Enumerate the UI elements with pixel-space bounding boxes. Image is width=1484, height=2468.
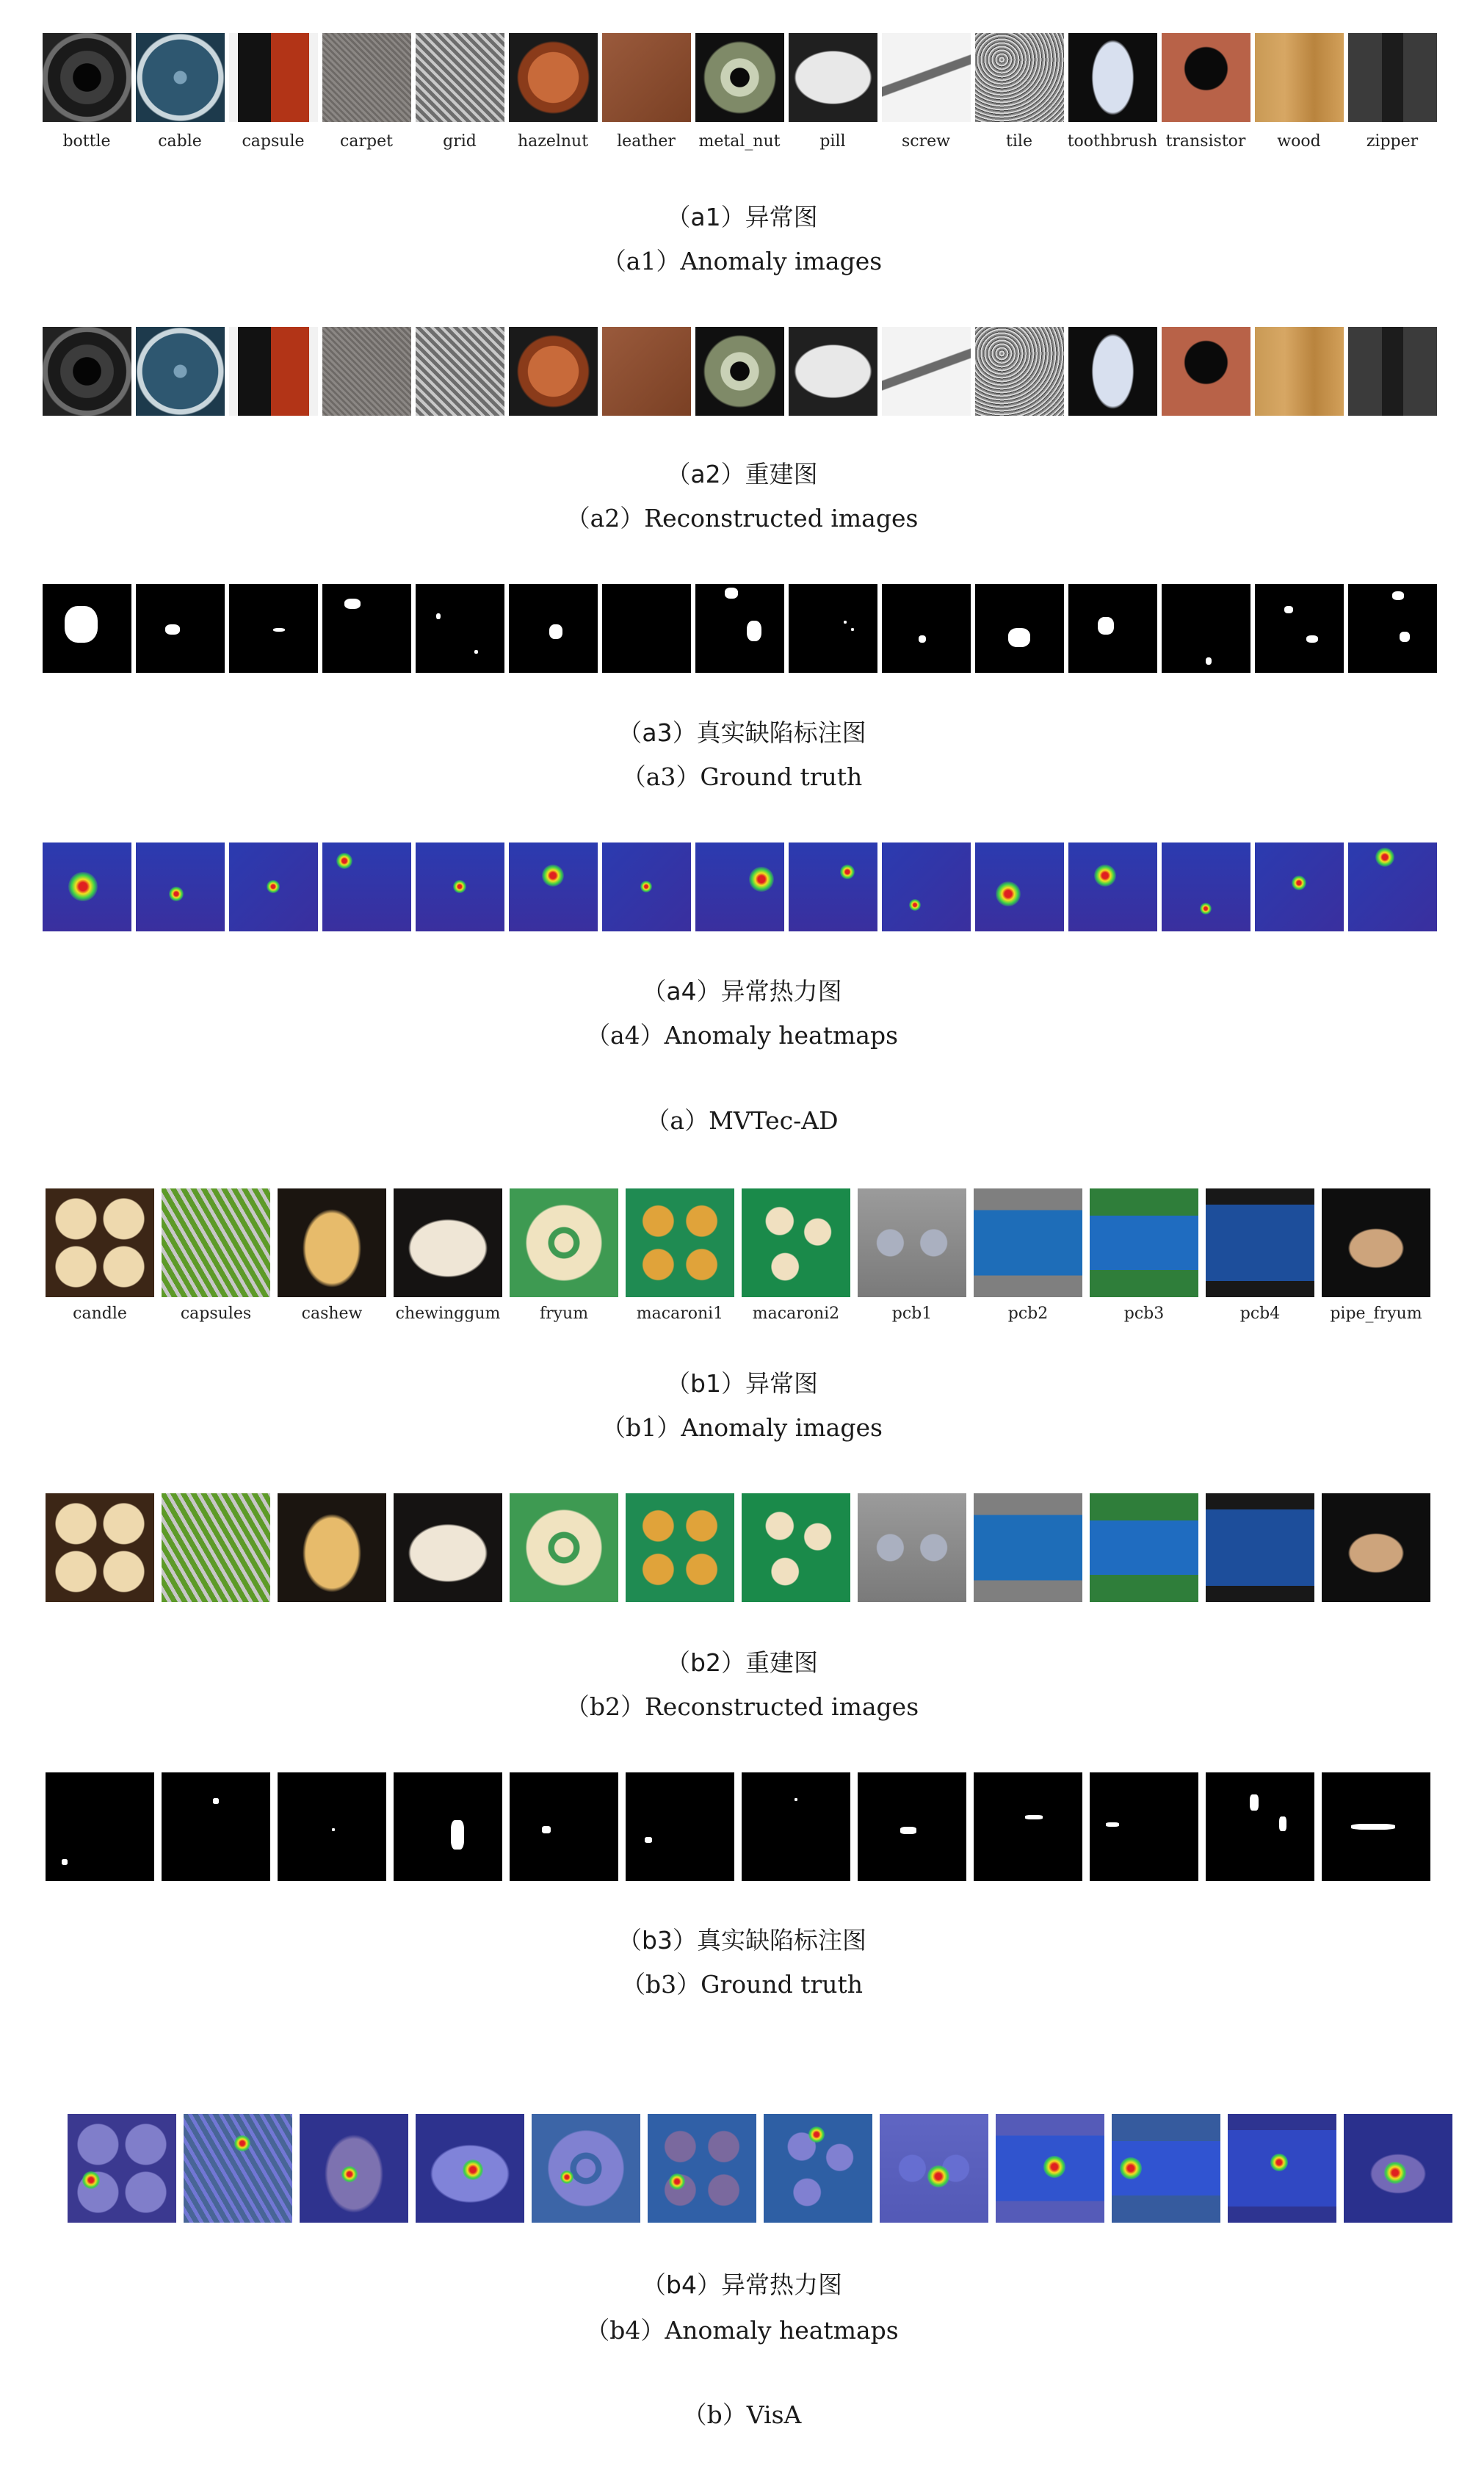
ground-truth-mask-grid (416, 584, 504, 673)
mask-region (919, 635, 926, 643)
ground-truth-mask-capsule (229, 584, 318, 673)
heatmap-pcb3 (1112, 2114, 1220, 2223)
mask-region (725, 588, 738, 599)
category-label-macaroni2: macaroni2 (752, 1305, 840, 1323)
heatmap-leather (602, 842, 691, 931)
category-label-grid: grid (443, 132, 477, 151)
category-label-chewinggum: chewinggum (395, 1305, 501, 1323)
mask-region (549, 624, 562, 639)
caption-b3-zh: （b3）真实缺陷标注图 (618, 1926, 866, 1955)
reconstructed-image-capsule (229, 327, 318, 416)
ground-truth-mask-toothbrush (1068, 584, 1157, 673)
anomaly-image-fryum (510, 1188, 618, 1297)
heatmap-macaroni2 (764, 2114, 872, 2223)
caption-a4-zh: （a4）异常热力图 (642, 977, 842, 1006)
ground-truth-mask-pipe_fryum (1322, 1772, 1430, 1881)
ground-truth-mask-hazelnut (509, 584, 598, 673)
reconstructed-image-leather (602, 327, 691, 416)
reconstructed-image-macaroni1 (626, 1493, 734, 1602)
caption-a2-en: （a2）Reconstructed images (565, 504, 919, 533)
mask-region (65, 606, 98, 643)
ground-truth-mask-chewinggum (394, 1772, 502, 1881)
heatmap-fryum (532, 2114, 640, 2223)
ground-truth-mask-candle (46, 1772, 154, 1881)
reconstructed-image-wood (1255, 327, 1344, 416)
heat-spot (749, 867, 774, 892)
mask-region (273, 628, 285, 632)
category-label-capsule: capsule (242, 132, 305, 151)
category-label-zipper: zipper (1366, 132, 1419, 151)
reconstructed-image-bottle (43, 327, 131, 416)
heatmap-pill (789, 842, 877, 931)
caption-b4-zh: （b4）异常热力图 (642, 2270, 842, 2299)
heat-spot (840, 865, 855, 879)
reconstructed-image-zipper (1348, 327, 1437, 416)
mask-region (900, 1827, 916, 1834)
mask-region (1351, 1824, 1395, 1830)
anomaly-image-chewinggum (394, 1188, 502, 1297)
reconstructed-image-macaroni2 (742, 1493, 850, 1602)
caption-a: （a）MVTec-AD (645, 1106, 839, 1135)
ground-truth-mask-pcb1 (858, 1772, 966, 1881)
reconstructed-image-capsules (162, 1493, 270, 1602)
anomaly-image-cashew (278, 1188, 386, 1297)
mask-region (344, 599, 361, 609)
category-label-transistor: transistor (1165, 132, 1246, 151)
category-label-candle: candle (73, 1305, 127, 1323)
visa-heatmap-strip (0, 2114, 1484, 2209)
anomaly-image-carpet (322, 33, 411, 122)
heatmap-hazelnut (509, 842, 598, 931)
anomaly-image-toothbrush (1068, 33, 1157, 122)
anomaly-image-macaroni1 (626, 1188, 734, 1297)
reconstructed-image-cable (136, 327, 225, 416)
reconstructed-image-candle (46, 1493, 154, 1602)
category-label-carpet: carpet (340, 132, 393, 151)
ground-truth-mask-macaroni1 (626, 1772, 734, 1881)
reconstructed-image-metal_nut (695, 327, 784, 416)
ground-truth-mask-pcb2 (974, 1772, 1082, 1881)
mask-region (1098, 617, 1114, 635)
ground-truth-mask-zipper (1348, 584, 1437, 673)
heat-spot (463, 2160, 483, 2180)
anomaly-image-grid (416, 33, 504, 122)
heat-overlay (532, 2114, 640, 2223)
anomaly-image-capsule (229, 33, 318, 122)
ground-truth-mask-metal_nut (695, 584, 784, 673)
mask-region (1106, 1822, 1119, 1827)
category-label-capsules: capsules (180, 1305, 252, 1323)
mask-region (747, 621, 761, 641)
reconstructed-image-pcb3 (1090, 1493, 1198, 1602)
reconstructed-image-toothbrush (1068, 327, 1157, 416)
reconstructed-image-pcb1 (858, 1493, 966, 1602)
caption-b1-zh: （b1）异常图 (666, 1369, 818, 1398)
heat-spot (68, 872, 98, 901)
mask-region (165, 624, 180, 635)
category-label-bottle: bottle (62, 132, 111, 151)
anomaly-image-pill (789, 33, 877, 122)
heatmap-capsules (184, 2114, 292, 2223)
heatmap-screw (882, 842, 971, 931)
anomaly-image-pcb3 (1090, 1188, 1198, 1297)
anomaly-image-cable (136, 33, 225, 122)
caption-a1-zh: （a1）异常图 (666, 203, 818, 231)
anomaly-image-screw (882, 33, 971, 122)
heatmap-cashew (300, 2114, 408, 2223)
caption-b3-en: （b3）Ground truth (620, 1970, 864, 1999)
reconstructed-image-hazelnut (509, 327, 598, 416)
reconstructed-image-pcb2 (974, 1493, 1082, 1602)
category-label-cable: cable (158, 132, 202, 151)
heatmap-capsule (229, 842, 318, 931)
anomaly-image-pcb1 (858, 1188, 966, 1297)
heat-spot (640, 881, 652, 892)
heat-spot (453, 880, 466, 893)
mvtec-anomaly-strip (0, 33, 1484, 129)
heatmap-pcb1 (880, 2114, 988, 2223)
heatmap-pcb4 (1228, 2114, 1336, 2223)
heat-spot (1043, 2156, 1065, 2178)
category-label-pipe_fryum: pipe_fryum (1330, 1305, 1422, 1323)
caption-b2-en: （b2）Reconstructed images (565, 1692, 919, 1721)
heat-spot (1375, 848, 1394, 867)
heat-spot (234, 2135, 250, 2151)
heatmap-pcb2 (996, 2114, 1104, 2223)
anomaly-image-transistor (1162, 33, 1250, 122)
category-label-tile: tile (1006, 132, 1032, 151)
reconstructed-image-pill (789, 327, 877, 416)
heat-spot (1094, 865, 1116, 887)
reconstructed-image-pcb4 (1206, 1493, 1314, 1602)
mask-region (62, 1859, 68, 1865)
mvtec-heatmap-strip (0, 842, 1484, 938)
caption-a2-zh: （a2）重建图 (666, 460, 818, 488)
heat-spot (669, 2173, 685, 2190)
visa-groundtruth-strip (0, 1772, 1484, 1868)
heat-spot (542, 865, 564, 887)
visa-reconstructed-strip (0, 1493, 1484, 1589)
mask-region (1250, 1794, 1259, 1811)
ground-truth-mask-tile (975, 584, 1064, 673)
heatmap-pipe_fryum (1344, 2114, 1452, 2223)
reconstructed-image-chewinggum (394, 1493, 502, 1602)
mask-region (1306, 635, 1318, 643)
heatmap-zipper (1348, 842, 1437, 931)
heat-overlay (184, 2114, 292, 2223)
category-label-hazelnut: hazelnut (517, 132, 589, 151)
mask-region (851, 628, 854, 631)
ground-truth-mask-capsules (162, 1772, 270, 1881)
ground-truth-mask-wood (1255, 584, 1344, 673)
category-label-metal_nut: metal_nut (698, 132, 781, 151)
caption-a3-en: （a3）Ground truth (621, 762, 863, 791)
heat-spot (336, 853, 352, 869)
heatmap-metal_nut (695, 842, 784, 931)
heat-spot (1270, 2154, 1288, 2171)
mask-region (451, 1820, 464, 1850)
mask-region (542, 1826, 551, 1833)
mask-region (436, 613, 441, 619)
ground-truth-mask-pill (789, 584, 877, 673)
anomaly-image-capsules (162, 1188, 270, 1297)
heatmap-wood (1255, 842, 1344, 931)
category-label-screw: screw (902, 132, 950, 151)
anomaly-image-tile (975, 33, 1064, 122)
visa-anomaly-strip (0, 1188, 1484, 1284)
mask-region (795, 1798, 797, 1801)
mask-region (844, 621, 847, 624)
mask-region (1400, 632, 1410, 642)
heatmap-toothbrush (1068, 842, 1157, 931)
anomaly-image-metal_nut (695, 33, 784, 122)
category-label-macaroni1: macaroni1 (636, 1305, 724, 1323)
heat-spot (1120, 2157, 1142, 2179)
category-label-cashew: cashew (301, 1305, 363, 1323)
reconstructed-image-cashew (278, 1493, 386, 1602)
heat-spot (169, 887, 184, 901)
category-label-wood: wood (1277, 132, 1321, 151)
anomaly-image-bottle (43, 33, 131, 122)
reconstructed-image-transistor (1162, 327, 1250, 416)
category-label-leather: leather (617, 132, 676, 151)
ground-truth-mask-carpet (322, 584, 411, 673)
ground-truth-mask-pcb4 (1206, 1772, 1314, 1881)
ground-truth-mask-screw (882, 584, 971, 673)
category-label-pcb4: pcb4 (1239, 1305, 1281, 1323)
ground-truth-mask-leather (602, 584, 691, 673)
mask-region (1279, 1816, 1286, 1831)
mask-region (1008, 628, 1030, 647)
caption-a1-en: （a1）Anomaly images (601, 247, 883, 275)
mvtec-reconstructed-strip (0, 327, 1484, 422)
anomaly-image-macaroni2 (742, 1188, 850, 1297)
anomaly-image-wood (1255, 33, 1344, 122)
anomaly-image-pipe_fryum (1322, 1188, 1430, 1297)
mask-region (1206, 657, 1212, 665)
anomaly-image-hazelnut (509, 33, 598, 122)
reconstructed-image-fryum (510, 1493, 618, 1602)
category-label-toothbrush: toothbrush (1067, 132, 1158, 151)
caption-b1-en: （b1）Anomaly images (601, 1413, 883, 1442)
heat-spot (808, 2126, 825, 2143)
heat-spot (560, 2171, 573, 2184)
mask-region (213, 1798, 219, 1804)
heatmap-chewinggum (416, 2114, 524, 2223)
heat-spot (1200, 903, 1212, 914)
reconstructed-image-screw (882, 327, 971, 416)
ground-truth-mask-bottle (43, 584, 131, 673)
ground-truth-mask-pcb3 (1090, 1772, 1198, 1881)
heat-spot (267, 880, 280, 893)
mask-region (1284, 606, 1293, 613)
category-label-pcb2: pcb2 (1007, 1305, 1049, 1323)
heatmap-candle (68, 2114, 176, 2223)
heatmap-macaroni1 (648, 2114, 756, 2223)
reconstructed-image-carpet (322, 327, 411, 416)
caption-b4-en: （b4）Anomaly heatmaps (585, 2316, 899, 2345)
heat-spot (82, 2171, 100, 2189)
ground-truth-mask-transistor (1162, 584, 1250, 673)
heat-spot (1292, 876, 1306, 890)
heat-spot (909, 899, 921, 911)
reconstructed-image-tile (975, 327, 1064, 416)
anomaly-image-candle (46, 1188, 154, 1297)
anomaly-image-leather (602, 33, 691, 122)
ground-truth-mask-cable (136, 584, 225, 673)
mask-region (1025, 1815, 1043, 1819)
heatmap-carpet (322, 842, 411, 931)
mvtec-groundtruth-strip (0, 584, 1484, 679)
heatmap-tile (975, 842, 1064, 931)
mask-region (332, 1828, 335, 1831)
ground-truth-mask-cashew (278, 1772, 386, 1881)
heat-spot (341, 2166, 358, 2182)
category-label-fryum: fryum (539, 1305, 589, 1323)
heat-spot (1384, 2162, 1406, 2184)
mask-region (474, 650, 478, 654)
category-label-pill: pill (819, 132, 846, 151)
caption-a4-en: （a4）Anomaly heatmaps (585, 1021, 899, 1050)
heat-spot (996, 881, 1021, 906)
heatmap-transistor (1162, 842, 1250, 931)
anomaly-image-zipper (1348, 33, 1437, 122)
heatmap-cable (136, 842, 225, 931)
anomaly-image-pcb4 (1206, 1188, 1314, 1297)
caption-a3-zh: （a3）真实缺陷标注图 (618, 718, 866, 747)
heat-spot (927, 2165, 949, 2187)
heat-overlay (68, 2114, 176, 2223)
caption-b: （b）VisA (682, 2400, 802, 2429)
mask-region (645, 1837, 652, 1843)
heat-overlay (648, 2114, 756, 2223)
category-label-pcb3: pcb3 (1123, 1305, 1165, 1323)
reconstructed-image-pipe_fryum (1322, 1493, 1430, 1602)
reconstructed-image-grid (416, 327, 504, 416)
heatmap-bottle (43, 842, 131, 931)
ground-truth-mask-macaroni2 (742, 1772, 850, 1881)
anomaly-image-pcb2 (974, 1188, 1082, 1297)
ground-truth-mask-fryum (510, 1772, 618, 1881)
caption-b2-zh: （b2）重建图 (666, 1648, 818, 1677)
mask-region (1392, 591, 1404, 600)
category-label-pcb1: pcb1 (891, 1305, 933, 1323)
heatmap-grid (416, 842, 504, 931)
